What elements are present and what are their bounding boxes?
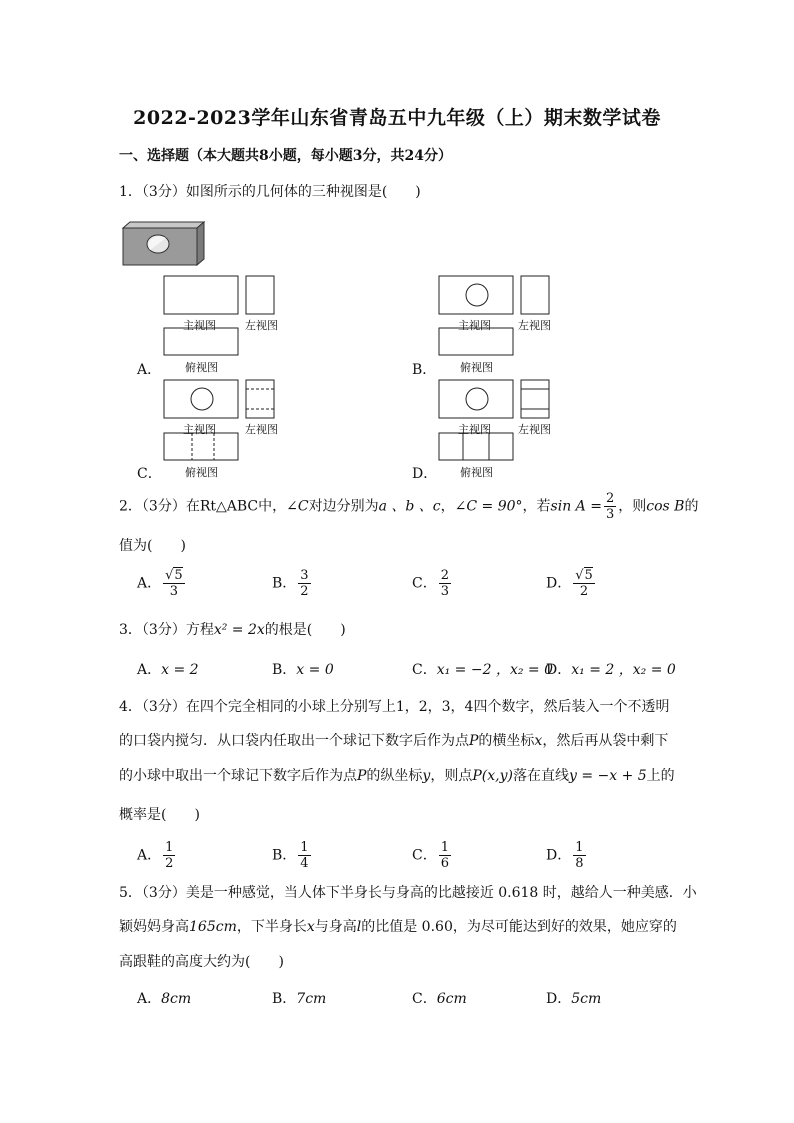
question-4-line-2: 的口袋内搅匀．从口袋内任取出一个球记下数字后作为点P的横坐标x，然后再从袋中剩下 (119, 733, 669, 749)
q2-option-c[interactable]: C． $\frac{2}{3}$ (412, 568, 449, 599)
question-4-line-3: 的小球中取出一个球记下数字后作为点P的纵坐标y，则点P(x,y)落在直线y = −x + 5上的 (119, 768, 675, 784)
q1-option-c[interactable]: C． (137, 466, 162, 482)
question-5-line-2: 颖妈妈身高165cm，下半身长x与身高l的比值是 0.60，为尽可能达到好的效果，她应穿的 (119, 919, 677, 935)
label-left-view: 左视图 (518, 319, 551, 332)
q1-option-b[interactable]: B． (412, 362, 437, 378)
label-front-view: 主视图 (183, 423, 216, 436)
q2-option-a[interactable]: A． $\frac{√5}{3}$ (137, 568, 183, 599)
label-left-view: 左视图 (518, 423, 551, 436)
page-title: 2022-2023学年山东省青岛五中九年级（上）期末数学试卷 (133, 107, 661, 129)
label-left-view: 左视图 (245, 319, 278, 332)
question-5-line-3: 高跟鞋的高度大约为( ) (119, 954, 284, 970)
q4-option-d[interactable]: D． $\frac{1}{8}$ (546, 840, 584, 871)
solid-figure (120, 221, 206, 267)
q3-option-c[interactable]: C．x₁ = −2 ，x₂ = 0 (412, 662, 553, 678)
q2-option-d[interactable]: D． $\frac{√5}{2}$ (546, 568, 593, 599)
question-5-line-1: 5．（3分）美是一种感觉，当人体下半身长与身高的比越接近 0.618 时，越给人一种美感．小 (119, 885, 697, 901)
question-3-text: 3．（3分）方程x² = 2x的根是( ) (119, 622, 346, 638)
q5-option-a[interactable]: A．8cm (137, 991, 192, 1007)
q3-option-a[interactable]: A．x = 2 (137, 662, 199, 678)
label-top-view: 俯视图 (460, 361, 493, 374)
q3-option-d[interactable]: D．x₁ = 2 ，x₂ = 0 (546, 662, 676, 678)
question-1-text: 1．（3分）如图所示的几何体的三种视图是( ) (119, 184, 421, 200)
question-2-line-2: 值为( ) (119, 538, 186, 554)
fraction: $\frac{2}{3}$ (605, 491, 615, 522)
question-4-line-4: 概率是( ) (119, 807, 200, 823)
question-4-line-1: 4．（3分）在四个完全相同的小球上分别写上1，2，3，4四个数字，然后装入一个不透明 (119, 699, 670, 715)
label-top-view: 俯视图 (185, 361, 218, 374)
q2-option-b[interactable]: B． $\frac{3}{2}$ (272, 568, 309, 599)
q3-option-b[interactable]: B．x = 0 (272, 662, 334, 678)
q5-option-d[interactable]: D．5cm (546, 991, 602, 1007)
q5-option-b[interactable]: B．7cm (272, 991, 327, 1007)
label-front-view: 主视图 (458, 319, 491, 332)
q5-option-c[interactable]: C．6cm (412, 991, 467, 1007)
label-top-view: 俯视图 (185, 466, 218, 479)
label-top-view: 俯视图 (460, 466, 493, 479)
label-front-view: 主视图 (458, 423, 491, 436)
q4-option-a[interactable]: A． $\frac{1}{2}$ (137, 840, 174, 871)
section-heading: 一、选择题（本大题共8小题，每小题3分，共24分） (119, 148, 452, 164)
q4-option-b[interactable]: B． $\frac{1}{4}$ (272, 840, 309, 871)
label-front-view: 主视图 (183, 319, 216, 332)
q1-option-d[interactable]: D． (412, 466, 438, 482)
q1-option-a[interactable]: A． (137, 362, 162, 378)
question-2-line-1: 2．（3分）在Rt△ABC中，∠C对边分别为a 、b 、c，∠C = 90°，若sin A = $\frac{2}{3}$ ，则cos B的 (119, 491, 699, 522)
q4-option-c[interactable]: C． $\frac{1}{6}$ (412, 840, 449, 871)
label-left-view: 左视图 (245, 423, 278, 436)
